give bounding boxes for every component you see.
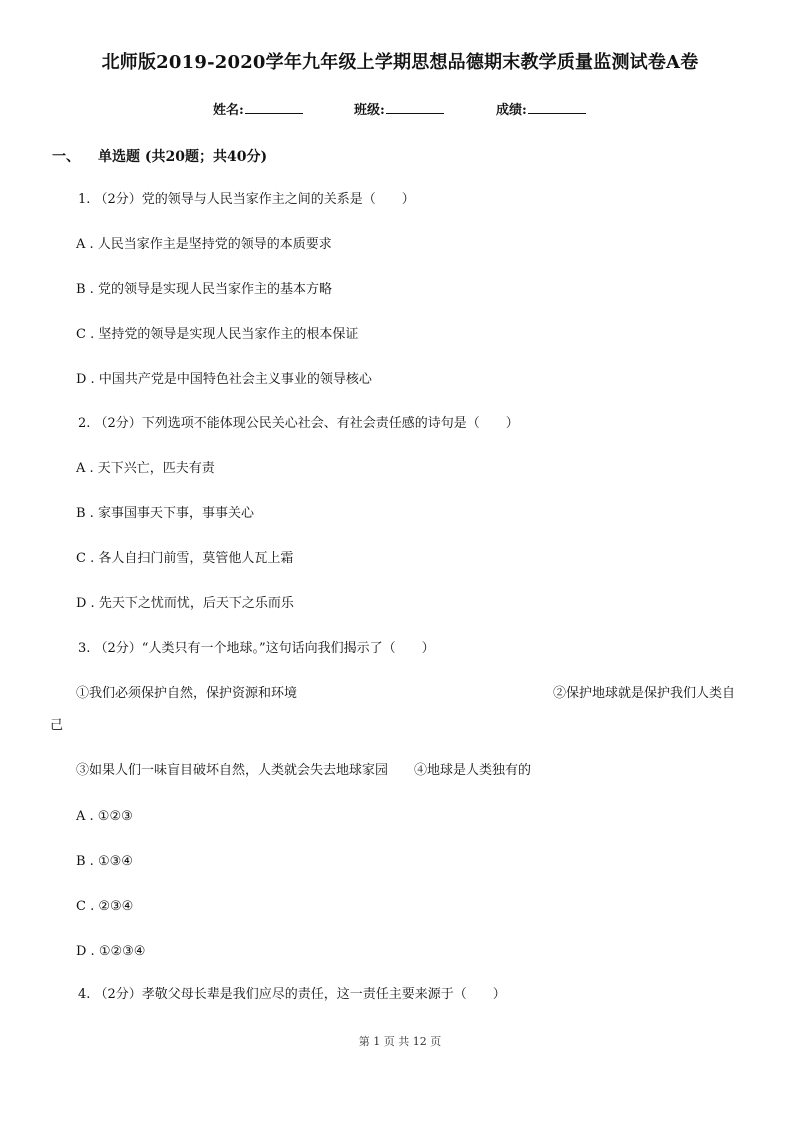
- question-2-option-b: B . 家事国事天下事，事事关心: [76, 506, 254, 521]
- question-4-stem: 4. （2分）孝敬父母长辈是我们应尽的责任，这一责任主要来源于（ ）: [78, 987, 506, 1002]
- class-label: 班级:: [354, 103, 385, 118]
- score-label: 成绩:: [496, 103, 527, 118]
- question-2-option-d: D . 先天下之忧而忧，后天下之乐而乐: [76, 596, 294, 611]
- question-3-statements-3-4: ③如果人们一味盲目破坏自然，人类就会失去地球家园 ④地球是人类独有的: [76, 763, 532, 778]
- question-1-option-b: B . 党的领导是实现人民当家作主的基本方略: [76, 282, 332, 297]
- class-blank: [386, 99, 444, 114]
- score-blank: [528, 99, 586, 114]
- question-3-statement-2: ②保护地球就是保护我们人类自: [553, 686, 736, 701]
- question-2-option-a: A . 天下兴亡，匹夫有责: [76, 461, 215, 476]
- question-3-statement-2-wrap: 己: [50, 718, 64, 733]
- section-label: 单选题 (共20题；共40分): [98, 149, 268, 165]
- question-2-stem: 2. （2分）下列选项不能体现公民关心社会、有社会责任感的诗句是（ ）: [78, 416, 519, 431]
- score-field: [496, 99, 586, 118]
- name-field: [213, 99, 303, 118]
- student-info-row: [0, 99, 800, 119]
- question-3-option-d: D . ①②③④: [76, 944, 146, 959]
- question-1-option-a: A . 人民当家作主是坚持党的领导的本质要求: [76, 237, 332, 252]
- question-3-stem: 3. （2分）“人类只有一个地球。”这句话向我们揭示了（ ）: [78, 641, 435, 656]
- class-field: [354, 99, 444, 118]
- page-footer: 第 1 页 共 12 页: [358, 1035, 442, 1048]
- question-3-statement-1: ①我们必须保护自然，保护资源和环境: [76, 686, 298, 701]
- question-1-option-d: D . 中国共产党是中国特色社会主义事业的领导核心: [76, 372, 372, 387]
- question-2-option-c: C . 各人自扫门前雪，莫管他人瓦上霜: [76, 551, 294, 566]
- section-heading: [52, 146, 267, 166]
- page-title: 北师版2019-2020学年九年级上学期思想品德期末教学质量监测试卷A卷: [101, 52, 699, 73]
- name-label: 姓名:: [213, 103, 244, 118]
- question-3-option-c: C . ②③④: [76, 899, 134, 914]
- question-3-option-b: B . ①③④: [76, 854, 133, 869]
- section-number: 一、: [52, 149, 80, 165]
- question-1-stem: 1. （2分）党的领导与人民当家作主之间的关系是（ ）: [78, 192, 415, 207]
- question-3-option-a: A . ①②③: [76, 809, 133, 824]
- name-blank: [245, 99, 303, 114]
- question-1-option-c: C . 坚持党的领导是实现人民当家作主的根本保证: [76, 327, 359, 342]
